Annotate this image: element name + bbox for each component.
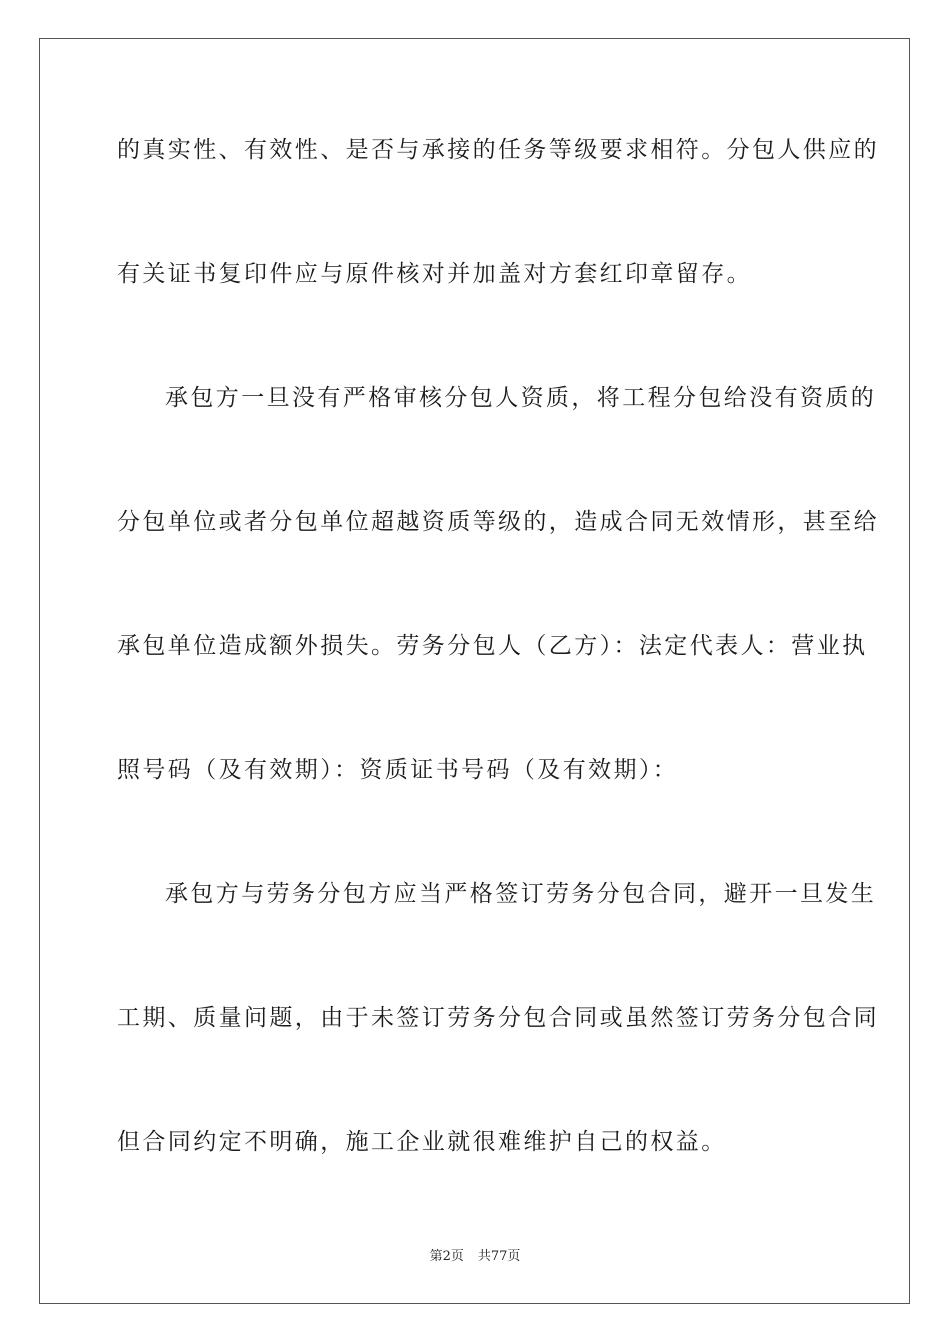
page-footer [0,1249,950,1265]
body-text-line: 有关证书复印件应与原件核对并加盖对方套红印章留存。 [117,261,752,287]
body-text-line: 的真实性、有效性、是否与承接的任务等级要求相符。分包人供应的 [117,137,879,163]
page-total: 共77页 [477,1249,521,1264]
page-border [39,38,910,1304]
body-text-line: 分包单位或者分包单位超越资质等级的，造成合同无效情形，甚至给 [117,509,879,535]
body-text-line: 照号码（及有效期）：资质证书号码（及有效期）： [117,757,679,783]
body-text-line: 但合同约定不明确，施工企业就很难维护自己的权益。 [117,1129,727,1155]
paragraph-first-line: 承包方与劳务分包方应当严格签订劳务分包合同，避开一旦发生 [165,881,877,907]
page-number: 第2页 [429,1249,464,1264]
body-text-line: 承包单位造成额外损失。劳务分包人（乙方）：法定代表人：营业执 [117,633,868,659]
body-text-line: 工期、质量问题，由于未签订劳务分包合同或虽然签订劳务分包合同 [117,1005,879,1031]
paragraph-first-line: 承包方一旦没有严格审核分包人资质，将工程分包给没有资质的 [165,385,877,411]
